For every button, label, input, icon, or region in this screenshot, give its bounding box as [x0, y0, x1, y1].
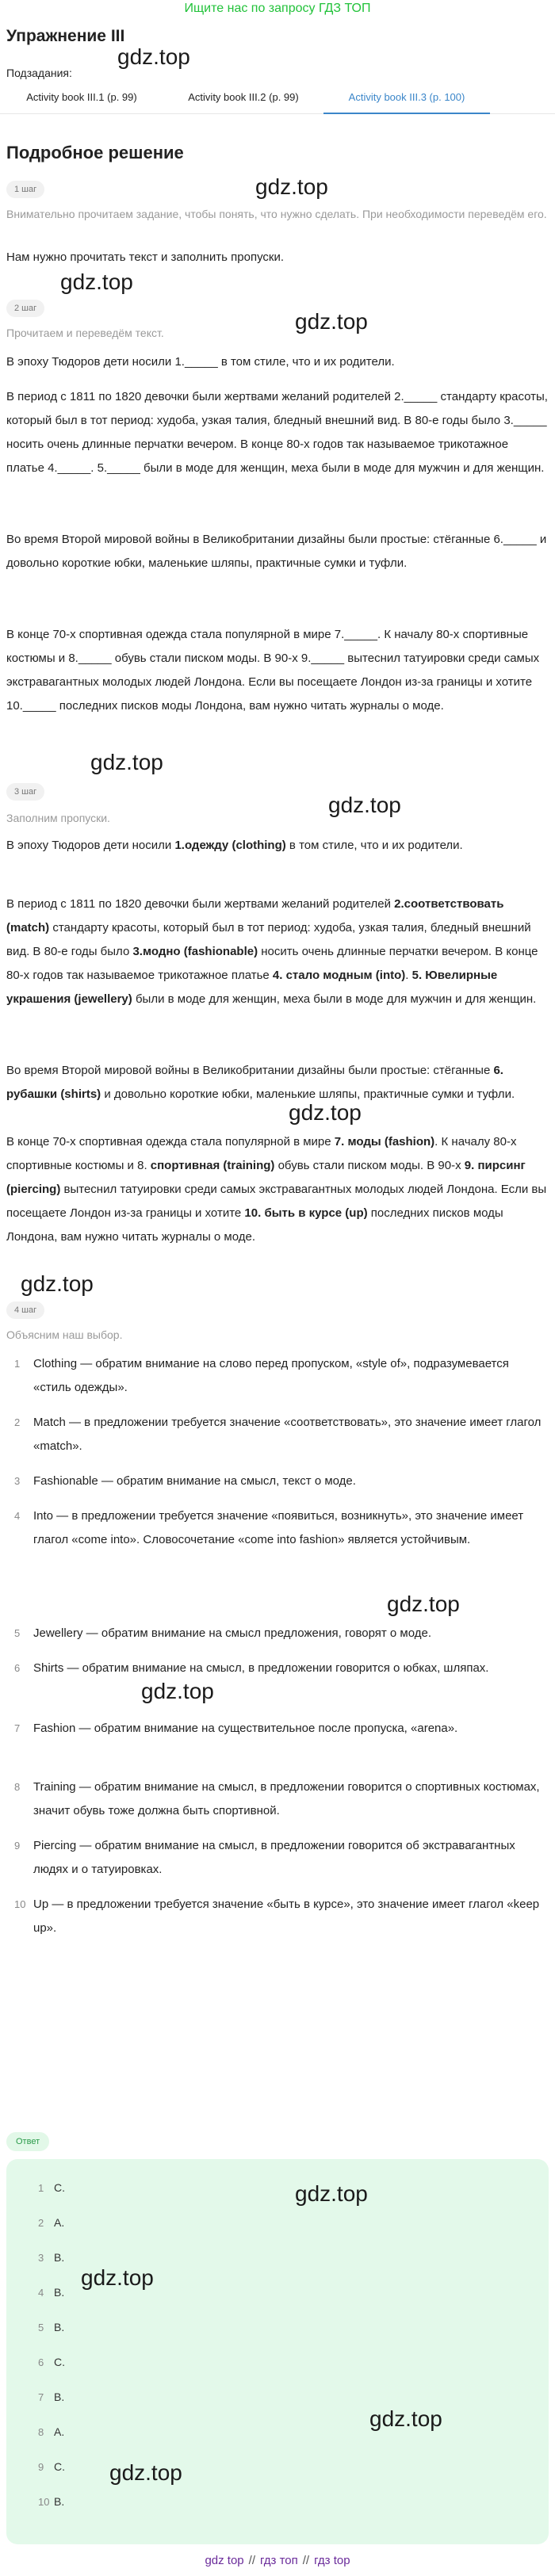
watermark: gdz.top	[369, 2406, 442, 2431]
watermark: gdz.top	[21, 1271, 94, 1296]
answer-badge: Ответ	[6, 2132, 49, 2151]
filled-answer: спортивная (training)	[150, 1159, 275, 1172]
answer-item: 2 A.	[38, 2216, 65, 2229]
answer-item: 3 B.	[38, 2251, 65, 2264]
answer-item: 6 C.	[38, 2356, 65, 2368]
tab-activity-book-3-3[interactable]: Activity book III.3 (p. 100)	[323, 86, 490, 114]
filled-answer: 1.одежду (clothing)	[174, 839, 286, 852]
answer-item: 8 A.	[38, 2425, 65, 2438]
step-note: Внимательно прочитаем задание, чтобы понять, что нужно сделать. При необходимости переведём его.	[6, 208, 547, 220]
step-note: Объясним наш выбор.	[6, 1328, 123, 1341]
step-badge: 2 шаг	[6, 300, 44, 317]
watermark: gdz.top	[60, 269, 133, 294]
footer-separator: //	[248, 2554, 255, 2567]
answer-item: 5 B.	[38, 2321, 65, 2333]
tab-activity-book-3-2[interactable]: Activity book III.2 (p. 99)	[188, 91, 299, 103]
watermark: gdz.top	[81, 2265, 154, 2290]
paragraph: В конце 70-х спортивная одежда стала популярной в мире 7._____. К началу 80-х спортивные костюмы и 8._____ обувь стали писком моды. В 90-х 9._____ вытеснил татуировки среди самых экстравагантных молодых людей Лондона. Если вы посещаете Лондон из-за границы и хотите 10._____ последних писков моды Лондона, вам нужно читать журналы о моде.	[6, 628, 540, 713]
watermark: gdz.top	[289, 1100, 362, 1125]
solution-title: Подробное решение	[6, 143, 184, 162]
paragraph: Во время Второй мировой войны в Великобритании дизайны были простые: стёганные 6. рубашки (shirts) и довольно короткие юбки, маленькие шляпы, практичные сумки и туфли.	[6, 1064, 515, 1101]
footer-link[interactable]: gdz top	[205, 2554, 244, 2567]
watermark: gdz.top	[295, 309, 368, 334]
footer-separator: //	[302, 2554, 310, 2567]
step-text: Нам нужно прочитать текст и заполнить пропуски.	[6, 250, 285, 264]
filled-answer: 2.соответствовать (match)	[6, 897, 504, 934]
paragraph: В эпоху Тюдоров дети носили 1.одежду (clothing) в том стиле, что и их родители.	[6, 839, 463, 852]
paragraph: Во время Второй мировой войны в Великобритании дизайны были простые: стёганные 6._____ и довольно короткие юбки, маленькие шляпы, практичные сумки и туфли.	[6, 533, 547, 570]
answer-box	[6, 2159, 549, 2544]
paragraph: В эпоху Тюдоров дети носили 1._____ в том стиле, что и их родители.	[6, 355, 395, 369]
filled-answer: 7. моды (fashion)	[334, 1135, 435, 1148]
watermark: gdz.top	[328, 793, 401, 817]
filled-answer: 9. пирсинг (piercing)	[6, 1159, 526, 1196]
page-title: Упражнение III	[6, 27, 125, 45]
watermark: gdz.top	[109, 2460, 182, 2485]
filled-answer: 5. Ювелирные украшения (jewellery)	[6, 969, 498, 1006]
filled-answer: 4. стало модным (into)	[272, 969, 406, 982]
watermark: gdz.top	[387, 1592, 460, 1616]
watermark: gdz.top	[117, 44, 190, 69]
filled-answer: 3.модно (fashionable)	[132, 945, 258, 958]
tab-activity-book-3-1[interactable]: Activity book III.1 (p. 99)	[26, 91, 137, 103]
filled-answer: 10. быть в курсе (up)	[244, 1206, 368, 1220]
filled-answer: 6. рубашки (shirts)	[6, 1064, 503, 1101]
answer-item: 1 C.	[38, 2181, 65, 2194]
answer-item: 7 B.	[38, 2391, 65, 2403]
watermark: gdz.top	[295, 2181, 368, 2206]
answer-item: 10 B.	[38, 2495, 65, 2508]
paragraph: В период с 1811 по 1820 девочки были жертвами желаний родителей 2.соответствовать (match) стандарту красоты, который был в тот период: худоба, узкая талия, бледный внешний вид. В 80-е годы было 3.модно (fashionable) носить очень длинные перчатки вечером. В конце 80-х годов так называемое трикотажное платье 4. стало модным (into). 5. Ювелирные украшения (jewellery) были в моде для женщин, меха были в моде для мужчин и для женщин.	[6, 897, 538, 1006]
paragraph: В период с 1811 по 1820 девочки были жертвами желаний родителей 2._____ стандарту красоты, который был в тот период: худоба, узкая талия, бледный внешний вид. В 80-е годы было 3._____ носить очень длинные перчатки вечером. В конце 80-х годов так называемое трикотажное платье 4._____. 5._____ были в моде для женщин, меха были в моде для мужчин и для женщин.	[6, 390, 548, 475]
footer-links	[0, 2554, 555, 2567]
step-badge: 1 шаг	[6, 181, 44, 198]
step-note: Прочитаем и переведём текст.	[6, 327, 164, 339]
answer-item: 9 C.	[38, 2460, 65, 2473]
watermark: gdz.top	[90, 750, 163, 774]
top-banner[interactable]: Ищите нас по запросу ГДЗ ТОП	[184, 2, 371, 15]
subtask-tabs	[0, 86, 555, 114]
step-badge: 3 шаг	[6, 783, 44, 801]
subtasks-label: Подзадания:	[6, 67, 72, 79]
footer-link[interactable]: гдз top	[314, 2554, 350, 2567]
step-badge: 4 шаг	[6, 1301, 44, 1319]
paragraph: В конце 70-х спортивная одежда стала популярной в мире 7. моды (fashion). К началу 80-х спортивные костюмы и 8. спортивная (training) обувь стали писком моды. В 90-х 9. пирсинг (piercing) вытеснил татуировки среди самых экстравагантных молодых людей Лондона. Если вы посещаете Лондон из-за границы и хотите 10. быть в курсе (up) последних писков моды Лондона, вам нужно читать журналы о моде.	[6, 1135, 547, 1244]
answer-item: 4 B.	[38, 2286, 65, 2299]
footer-link[interactable]: гдз топ	[260, 2554, 298, 2567]
step-note: Заполним пропуски.	[6, 812, 110, 824]
watermark: gdz.top	[255, 174, 328, 199]
watermark: gdz.top	[141, 1679, 214, 1703]
